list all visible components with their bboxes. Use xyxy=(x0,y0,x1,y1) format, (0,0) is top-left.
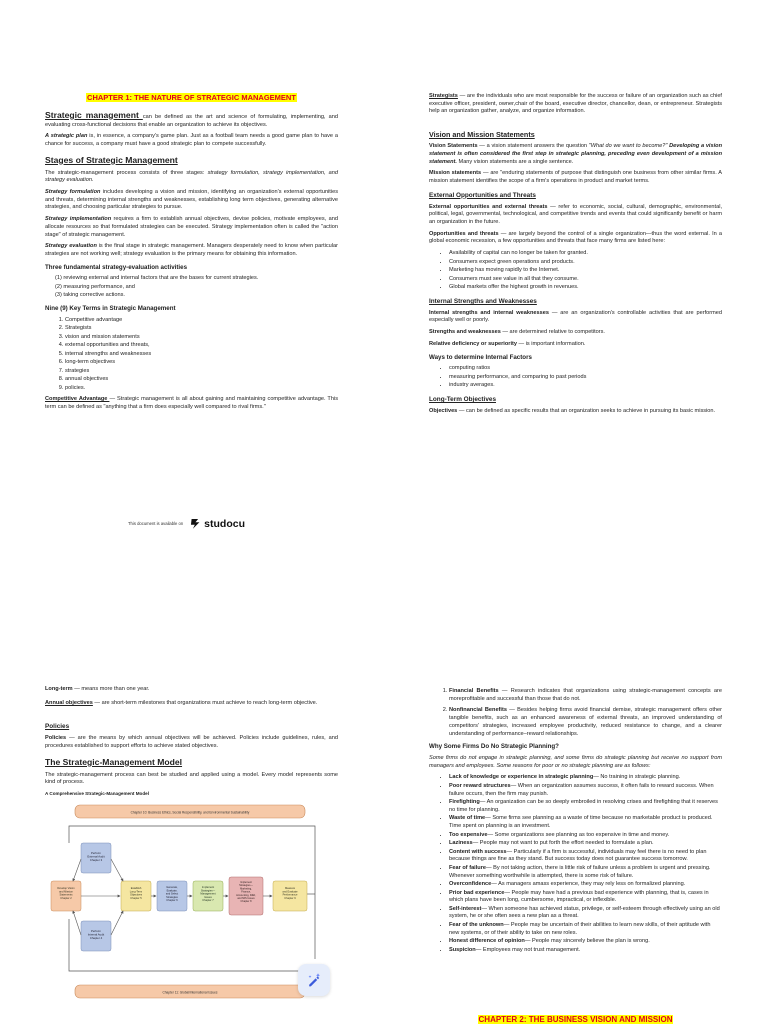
why-intro: Some firms do not engage in strategic planning, and some firms do strategic planning but receive no support from managers and employees. Some reasons for poor or no strategic planning are as follows: xyxy=(429,754,722,769)
studocu-footer[interactable] xyxy=(128,517,245,530)
strategy-implementation-paragraph: Strategy implementation requires a firm to establish annual objectives, devise policies, motivate employees, and allocate resources so that formulated strategies can be executed. Strategy implementation often is called the "action stage" of strategic management. xyxy=(45,216,338,238)
benefits-list xyxy=(429,688,722,738)
list-item: • Lack of knowledge or experience in strategic planning— No training in strategic planning. xyxy=(449,774,722,782)
page-gap xyxy=(0,540,768,670)
studocu-logo[interactable] xyxy=(189,517,245,530)
arrow-ext-to-vision xyxy=(73,859,81,881)
list-item: 8. annual objectives xyxy=(65,376,338,384)
internal-paragraph: Internal strengths and internal weaknesses — are an organization's controllable activities that are performed especially well or poorly. xyxy=(429,309,722,324)
box-long-term-objectives-label: Establish Long-Term Objectives Chapter 5 xyxy=(129,887,143,901)
policies-heading: Policies xyxy=(45,723,70,731)
strategy-formulation-paragraph: Strategy formulation includes developing a vision and mission, identifying an organization's external opportunities and threats, determining internal strengths and weaknesses, establishing long term objectives, generating alternative strategies, and choosing particular strategies to pursue. xyxy=(45,189,339,211)
list-item: 1. Financial Benefits — Research indicates that organizations using strategic-management concepts are moreprofitable and successful than those that do not. xyxy=(449,688,722,703)
box-implement-marketing-label: Implement Strategies— Marketing, Finance, Accounting, R&D, and MIS Issues Chapter 8 xyxy=(236,881,256,904)
list-item: 5. internal strengths and weaknesses xyxy=(65,351,338,359)
list-item: • Self-interest— When someone has achieved status, privilege, or self-esteem through effectively using an old system, he or she often sees a new plan as a threat. xyxy=(449,906,722,921)
list-item: • Fear of failure— By not taking action, there is little risk of failure unless a problem is urgent and pressing. Whenever something worthwhile is attempted, there is some risk of failure. xyxy=(449,865,722,880)
box-generate-strategies-label: Generate, Evaluate, and Select Strategies Chapter 6 xyxy=(165,886,179,903)
box-implement-management-label: Implement Strategies— Management Issues Chapter 7 xyxy=(200,886,216,903)
list-item: • Consumers expect green operations and products. xyxy=(449,259,722,267)
box-internal-audit-label: Perform Internal Audit Chapter 4 xyxy=(87,929,105,941)
pen-sparkle-icon xyxy=(306,972,322,988)
list-item: • Overconfidence— As managers amass experience, they may rely less on formalized planning. xyxy=(449,881,722,889)
list-item: (2) measuring performance, and xyxy=(55,283,135,290)
list-item: • industry averages. xyxy=(449,382,722,390)
list-item: • Firefighting— An organization can be so deeply embroiled in resolving crises and firefighting that it reserves no time for planning. xyxy=(449,799,722,814)
list-item: • Suspicion— Employees may not trust management. xyxy=(449,947,722,955)
chapter-1-title: CHAPTER 1: THE NATURE OF STRATEGIC MANAGEMENT xyxy=(87,93,296,102)
list-item: • Poor reward structures— When an organization assumes success, it often fails to reward success. When failure occurs, then the firm may punish. xyxy=(449,783,722,798)
top-bar-label: Chapter 10: Business Ethics, Social Responsibility, and Environmental Sustainability xyxy=(130,810,250,815)
page2-right-column xyxy=(429,686,722,958)
page2-left-column xyxy=(45,686,338,1001)
page1-right-column xyxy=(429,93,722,419)
list-item: (3) taking corrective actions. xyxy=(55,292,125,299)
three-activities-list xyxy=(45,275,338,300)
mission-statements-paragraph: Mission statements — are "enduring statements of purpose that distinguish one business from other similar firms. A mission statement identifies the scope of a firm's operations in product and market terms. xyxy=(429,170,722,184)
list-item: • computing ratios xyxy=(449,365,722,373)
ways-heading: Ways to determine Internal Factors xyxy=(429,353,532,361)
box-external-audit-label: Perform External Audit Chapter 3 xyxy=(87,851,105,863)
annual-objectives-paragraph: Annual objectives — are short-term milestones that organizations must achieve to reach long-term objective. xyxy=(45,699,318,706)
arrow-ext-to-objectives xyxy=(111,859,123,881)
model-paragraph: The strategic-management process can best be studied and applied using a model. Every model represents some kind of process. xyxy=(45,771,338,786)
vision-mission-heading: Vision and Mission Statements xyxy=(429,130,535,140)
studocu-s-icon xyxy=(189,517,202,530)
model-diagram xyxy=(45,799,331,999)
list-item: • Consumers must see value in all that they consume. xyxy=(449,276,722,284)
external-heading: External Opportunities and Threats xyxy=(429,191,536,199)
list-item: 4. external opportunities and threats, xyxy=(65,342,338,350)
list-item: 2. Strategists xyxy=(65,325,338,333)
list-item: • Laziness— People may not want to put forth the effort needed to formulate a plan. xyxy=(449,840,722,848)
list-item: • Marketing has moving rapidly to the Internet. xyxy=(449,267,722,275)
list-item: 9. policies. xyxy=(65,385,338,393)
list-item: (1) reviewing external and internal factors that are the bases for current strategies. xyxy=(55,275,259,282)
strategic-management-term: Strategic management xyxy=(45,109,143,120)
strategic-management-model-figure xyxy=(45,791,331,1001)
external-paragraph: External opportunities and external threats — refer to economic, social, cultural, demographic, environmental, political, legal, governmental, technological, and competitive trends and events that could significantly benefit or harm an organization in the future. xyxy=(429,203,722,225)
list-item: • Prior bad experience— People may have had a previous bad experience with planning, that is, cases in which plans have been long, cumbersome, impractical, or inflexible. xyxy=(449,890,722,905)
long-term-paragraph: Long-term — means more than one year. xyxy=(45,686,150,692)
ai-assistant-button[interactable] xyxy=(298,964,330,996)
opportunities-list xyxy=(429,250,722,292)
list-item: 7. strategies xyxy=(65,368,338,376)
strategic-management-definition: Strategic management can be defined as the art and science of formulating, implementing, and evaluating cross-functional decisions that enable an organization to achieve its objectives. xyxy=(45,109,338,128)
model-heading: The Strategic-Management Model xyxy=(45,756,183,767)
list-item: • Availability of capital can no longer be taken for granted. xyxy=(449,250,722,258)
why-heading: Why Some Firms Do No Strategic Planning? xyxy=(429,743,559,751)
objectives-paragraph: Objectives — can be defined as specific results that an organization seeks to achieve in pursuing its basic mission. xyxy=(429,407,716,414)
strategists-paragraph: Strategists — are the individuals who are most responsible for the success or failure of an organization such as chief executive officer, president, owner,chair of the board, executive director, chancellor, dean, or entrepreneur. Strategists help an organization gather, analyze, and organize information. xyxy=(429,93,722,115)
strategic-plan-definition: A strategic plan is, in essence, a company's game plan. Just as a football team needs a good game plan to have a chance for success, a company must have a good strategic plan to compete successfully. xyxy=(45,133,338,148)
studocu-brand-text: studocu xyxy=(204,517,246,530)
internal-heading: Internal Strengths and Weaknesses xyxy=(429,297,537,305)
list-item: • Too expensive— Some organizations see planning as too expensive in time and money. xyxy=(449,832,722,840)
long-term-objectives-heading: Long-Term Objectives xyxy=(429,395,496,403)
stages-heading: Stages of Strategic Management xyxy=(45,154,178,165)
box-vision-mission-label: Develop Vision and Mission Statements Chapter 2 xyxy=(57,887,75,901)
box-measure-performance-label: Measure and Evaluate Performance Chapter 9 xyxy=(282,887,298,901)
document-page-2 xyxy=(0,670,768,1024)
list-item: 6. long-term objectives xyxy=(65,359,338,367)
list-item: • Global markets offer the highest growth in revenues. xyxy=(449,284,722,292)
page1-left-column xyxy=(45,93,338,416)
available-on-text: This document is available on xyxy=(128,521,184,526)
list-item: • Fear of the unknown— People may be uncertain of their abilities to learn new skills, of their aptitude with new systems, or of their ability to take on new roles. xyxy=(449,922,722,937)
chapter-2-title: CHAPTER 2: THE BUSINESS VISION AND MISSION xyxy=(478,1015,673,1024)
nine-key-terms-heading: Nine (9) Key Terms in Strategic Management xyxy=(45,305,176,313)
list-item: 2. Nonfinancial Benefits — Besides helping firms avoid financial demise, strategic management offers other tangible benefits, such as an enhanced awareness of external threats, an improved understanding of competitors' strategies, increased employee productivity, reduced resistance to change, and a clearer understanding of performance–reward relationships. xyxy=(449,707,722,738)
arrow-int-to-vision xyxy=(73,911,81,935)
list-item: 3. vision and mission statements xyxy=(65,334,338,342)
relative-deficiency-paragraph: Relative deficiency or superiority — is important information. xyxy=(429,340,586,347)
opportunities-paragraph: Opportunities and threats — are largely beyond the control of a single organization—thus the word external. In a global economic recession, a few opportunities and threats that face many firms are listed here: xyxy=(429,230,722,245)
vision-statements-paragraph: Vision Statements — a vision statement answers the question "What do we want to become?" Developing a vision statement is often considered the first step in strategic planning, preceding even development of a mission statement. Many vision statements are a single sentence. xyxy=(429,143,722,165)
stages-paragraph: The strategic-management process consists of three stages: strategy formulation, strategy implementation, and strategy evaluation. xyxy=(45,169,338,184)
list-item: • measuring performance, and comparing to past periods xyxy=(449,374,722,382)
reasons-list xyxy=(429,774,722,954)
strategy-evaluation-paragraph: Strategy evaluation is the final stage in strategic management. Managers desperately need to know when particular strategies are not working well; strategy evaluation is the primary means for obtaining this information. xyxy=(45,243,338,258)
bottom-bar-label: Chapter 11: Global/International Issues xyxy=(162,990,218,995)
ways-list xyxy=(429,365,722,390)
list-item: • Honest difference of opinion— People may sincerely believe the plan is wrong. xyxy=(449,938,722,946)
nine-key-terms-list xyxy=(45,317,338,393)
list-item: • Content with success— Particularly if a firm is successful, individuals may feel there is no need to plan because things are fine as they stand. But success today does not guarantee success tomorrow. xyxy=(449,849,722,864)
list-item: • Waste of time— Some firms see planning as a waste of time because no marketable product is produced. Time spent on planning is an investment. xyxy=(449,815,722,830)
policies-paragraph: Policies — are the means by which annual objectives will be achieved. Policies include guidelines, rules, and procedures established to support efforts to achieve stated objectives. xyxy=(45,735,338,749)
three-activities-heading: Three fundamental strategy-evaluation activities xyxy=(45,263,188,271)
list-item: 1. Competitive advantage xyxy=(65,317,338,325)
figure-title: A Comprehensive Strategic-Management Model xyxy=(45,791,149,796)
strengths-weaknesses-paragraph: Strengths and weaknesses — are determined relative to competitors. xyxy=(429,329,605,336)
arrow-int-to-objectives xyxy=(111,911,123,935)
competitive-advantage-paragraph: Competitive Advantage — Strategic management is all about gaining and maintaining competitive advantage. This term can be defined as "anything that a firm does especially well compared to rival firms." xyxy=(45,396,338,411)
